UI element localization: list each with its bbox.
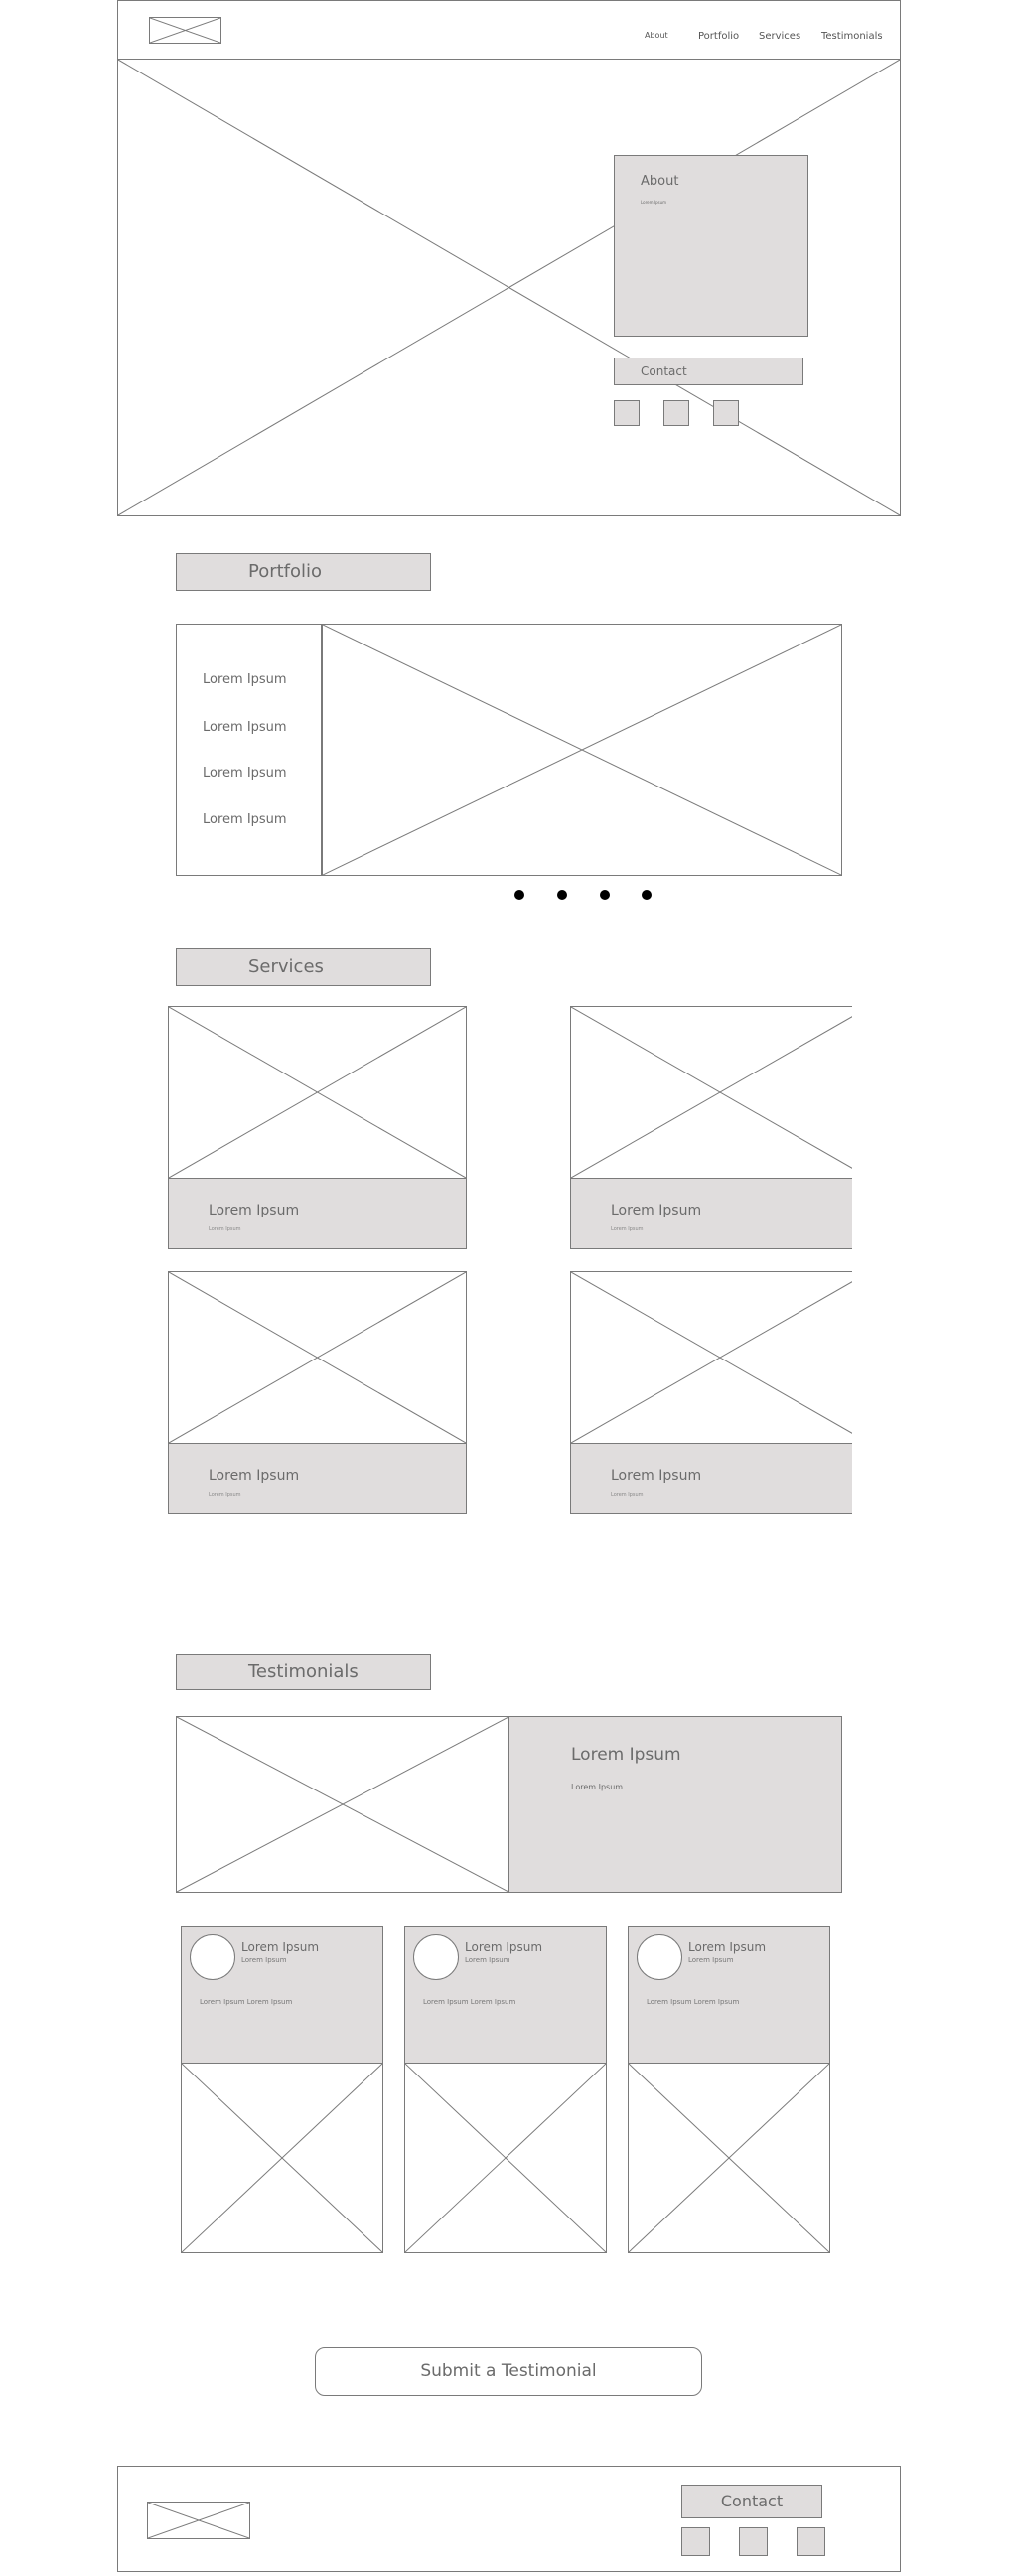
- testimonial-card[interactable]: [404, 1926, 607, 2253]
- about-title: About: [641, 174, 679, 189]
- avatar: [190, 1934, 235, 1980]
- nav-link-services[interactable]: Services: [759, 31, 801, 42]
- nav-link-about[interactable]: About: [645, 31, 668, 40]
- image-placeholder-icon: [405, 2064, 606, 2252]
- social-icon[interactable]: [797, 2527, 825, 2556]
- service-subtitle: Lorem Ipsum: [209, 1226, 241, 1232]
- service-caption: [168, 1443, 467, 1514]
- social-icon[interactable]: [681, 2527, 710, 2556]
- services-heading: Services: [248, 956, 324, 977]
- testimonial-card-header: [181, 1926, 383, 2064]
- service-caption: [168, 1178, 467, 1249]
- testimonial-subtitle: Lorem Ipsum: [688, 1956, 734, 1964]
- image-placeholder-icon: [323, 625, 841, 875]
- testimonial-name: Lorem Ipsum: [241, 1940, 320, 1954]
- nav-link-portfolio[interactable]: Portfolio: [698, 31, 740, 42]
- about-text: Lorem Ipsum: [641, 200, 667, 205]
- image-placeholder-icon: [177, 1717, 508, 1892]
- site-header: [117, 0, 901, 60]
- carousel-dot[interactable]: [600, 890, 610, 900]
- testimonial-image: [628, 2063, 830, 2253]
- portfolio-item[interactable]: Lorem Ipsum: [203, 720, 287, 735]
- social-icon[interactable]: [663, 400, 689, 426]
- testimonial-subtitle: Lorem Ipsum: [465, 1956, 510, 1964]
- testimonial-card[interactable]: [628, 1926, 830, 2253]
- service-caption: [570, 1178, 852, 1249]
- service-card[interactable]: [168, 1006, 467, 1249]
- submit-testimonial-button[interactable]: [315, 2347, 702, 2396]
- portfolio-heading-box: [176, 553, 431, 591]
- portfolio-image: [322, 624, 842, 876]
- carousel-dot[interactable]: [642, 890, 652, 900]
- footer-logo-placeholder[interactable]: [147, 2502, 250, 2539]
- image-placeholder-icon: [169, 1007, 466, 1178]
- social-icon[interactable]: [713, 400, 739, 426]
- testimonial-card-header: [404, 1926, 607, 2064]
- service-subtitle: Lorem Ipsum: [209, 1492, 241, 1498]
- service-subtitle: Lorem Ipsum: [611, 1492, 644, 1498]
- testimonial-name: Lorem Ipsum: [688, 1940, 767, 1954]
- nav-link-testimonials[interactable]: Testimonials: [821, 31, 883, 42]
- service-image: [168, 1006, 467, 1179]
- service-card[interactable]: [168, 1271, 467, 1514]
- services-heading-box: [176, 948, 431, 986]
- carousel-dot[interactable]: [514, 890, 524, 900]
- image-placeholder-icon: [571, 1272, 852, 1443]
- testimonial-body: Lorem Ipsum Lorem Ipsum: [647, 1998, 740, 2006]
- testimonials-heading-box: [176, 1654, 431, 1690]
- service-image: [168, 1271, 467, 1444]
- portfolio-item[interactable]: Lorem Ipsum: [203, 766, 287, 781]
- avatar: [413, 1934, 459, 1980]
- service-caption: [570, 1443, 852, 1514]
- testimonial-body: Lorem Ipsum Lorem Ipsum: [200, 1998, 293, 2006]
- service-subtitle: Lorem Ipsum: [611, 1226, 644, 1232]
- testimonial-feature-body: Lorem Ipsum: [571, 1783, 624, 1791]
- testimonial-name: Lorem Ipsum: [465, 1940, 543, 1954]
- service-image: [570, 1006, 852, 1179]
- testimonial-card[interactable]: [181, 1926, 383, 2253]
- service-title: Lorem Ipsum: [209, 1468, 300, 1484]
- portfolio-heading: Portfolio: [248, 561, 323, 582]
- footer-contact-label: Contact: [720, 2492, 784, 2510]
- testimonials-heading: Testimonials: [248, 1661, 359, 1682]
- image-placeholder-icon: [629, 2064, 829, 2252]
- social-icon[interactable]: [739, 2527, 768, 2556]
- service-card[interactable]: [570, 1006, 852, 1249]
- testimonial-card-header: [628, 1926, 830, 2064]
- image-placeholder-icon: [571, 1007, 852, 1178]
- testimonial-subtitle: Lorem Ipsum: [241, 1956, 287, 1964]
- image-placeholder-icon: [182, 2064, 382, 2252]
- avatar: [637, 1934, 682, 1980]
- image-placeholder-icon: [150, 18, 220, 43]
- about-card: [614, 155, 808, 337]
- submit-testimonial-label: Submit a Testimonial: [420, 2361, 597, 2381]
- contact-label: Contact: [641, 364, 687, 378]
- footer-contact-button[interactable]: [681, 2485, 822, 2518]
- testimonial-feature-title: Lorem Ipsum: [571, 1745, 681, 1765]
- service-title: Lorem Ipsum: [209, 1203, 300, 1218]
- portfolio-item[interactable]: Lorem Ipsum: [203, 672, 287, 687]
- contact-button[interactable]: [614, 358, 803, 385]
- image-placeholder-icon: [148, 2503, 249, 2538]
- testimonial-body: Lorem Ipsum Lorem Ipsum: [423, 1998, 516, 2006]
- carousel-dot[interactable]: [557, 890, 567, 900]
- site-footer: [117, 2466, 901, 2572]
- service-card[interactable]: [570, 1271, 852, 1514]
- testimonial-image: [181, 2063, 383, 2253]
- testimonial-feature-image: [176, 1716, 509, 1893]
- service-title: Lorem Ipsum: [611, 1468, 702, 1484]
- testimonial-feature-text: [508, 1716, 842, 1893]
- service-title: Lorem Ipsum: [611, 1203, 702, 1218]
- hero-section: [117, 59, 901, 516]
- service-image: [570, 1271, 852, 1444]
- logo-placeholder[interactable]: [149, 17, 221, 44]
- social-icon[interactable]: [614, 400, 640, 426]
- image-placeholder-icon: [169, 1272, 466, 1443]
- portfolio-item[interactable]: Lorem Ipsum: [203, 812, 287, 827]
- testimonial-image: [404, 2063, 607, 2253]
- portfolio-list: [176, 624, 322, 876]
